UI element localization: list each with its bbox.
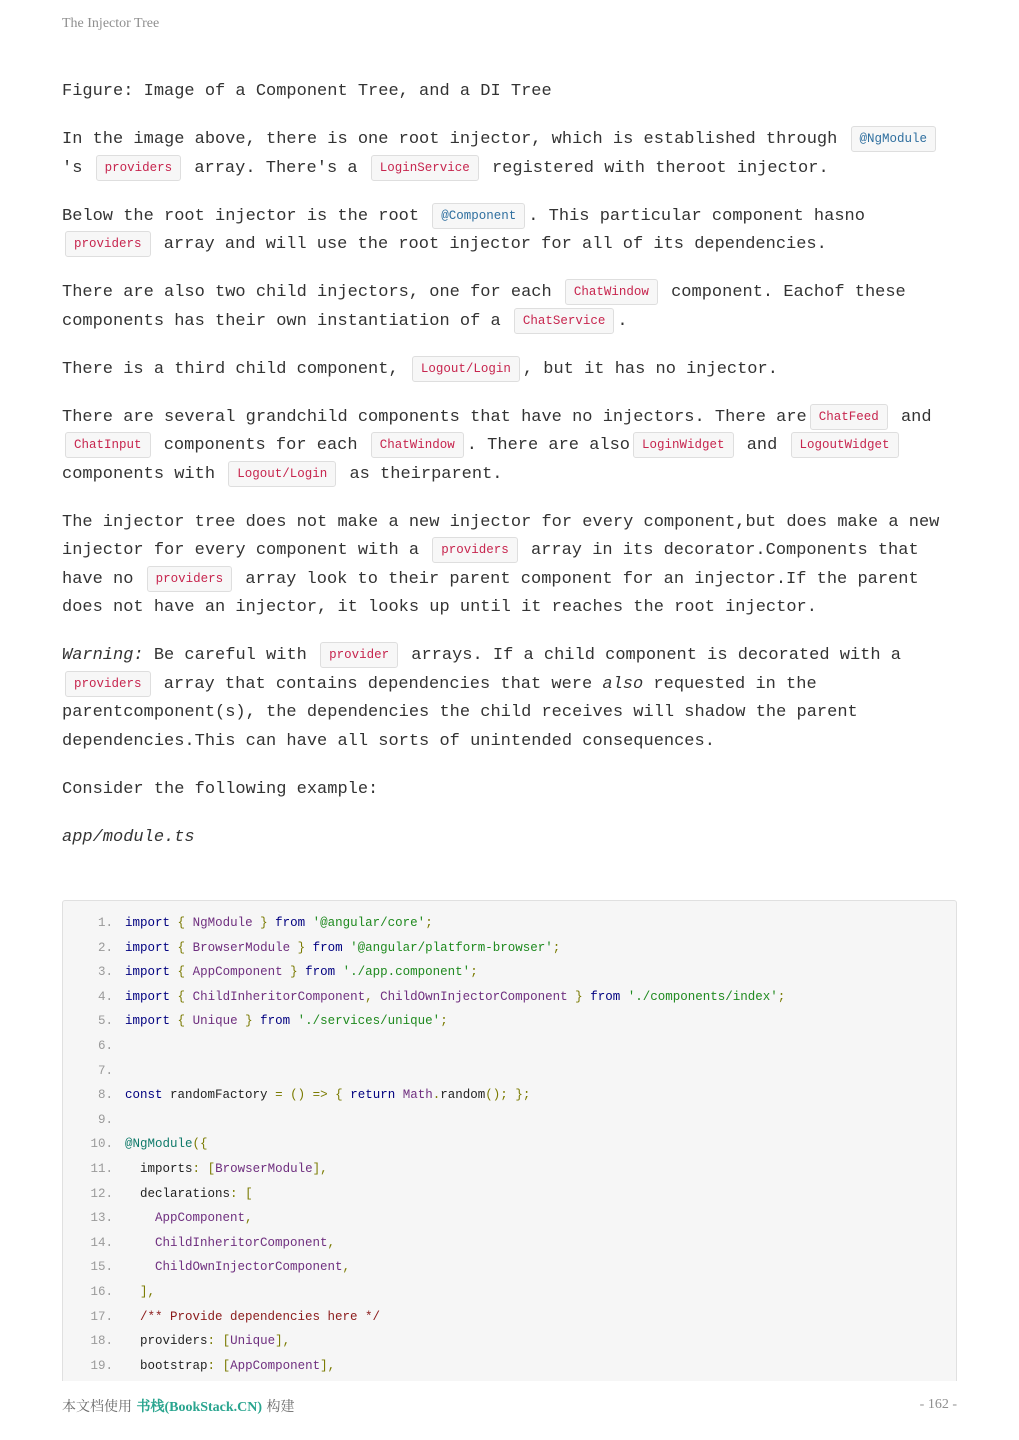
punct: } [290, 965, 298, 980]
punct: } [245, 1014, 253, 1029]
keyword: import [125, 940, 171, 955]
paragraph-warning [62, 642, 957, 756]
line-number: 18. [90, 1334, 113, 1349]
identifier: Math [402, 1088, 433, 1103]
text: The injector tree does not make a new injector for every component,but does make a new injector for every component with a [62, 512, 940, 560]
code-line [63, 1157, 956, 1182]
punct: , [342, 1260, 351, 1275]
line-number: 11. [90, 1162, 113, 1176]
paragraph-root-injector [62, 126, 957, 183]
code-line [63, 1231, 956, 1256]
keyword: import [125, 965, 171, 980]
inline-code-loginservice: LoginService [371, 155, 479, 181]
warning-label: Warning: [62, 646, 144, 665]
punct: [ [245, 1186, 253, 1201]
punct: : [192, 1162, 201, 1176]
footer-prefix: 本文档使用 [62, 1399, 132, 1415]
code-line [63, 1255, 956, 1280]
paragraph-child-injectors [62, 279, 957, 336]
text: . This particular component hasno [528, 206, 865, 226]
code-block [62, 900, 957, 1381]
text: component. Eachof these components has their own instantiation of a [62, 283, 906, 331]
text: and [900, 407, 932, 427]
paragraph-grandchildren [62, 404, 957, 490]
property: providers [140, 1334, 208, 1349]
decorator: @NgModule [125, 1137, 193, 1152]
keyword: from [275, 916, 306, 930]
identifier: AppComponent [155, 1211, 246, 1226]
code-line [63, 1132, 956, 1157]
line-number: 8. [97, 1088, 113, 1103]
code-line [63, 1354, 956, 1379]
code-line [63, 1108, 956, 1133]
identifier: ChildOwnInjectorComponent [155, 1260, 343, 1275]
line-number: 4. [97, 989, 113, 1004]
inline-code-chatwindow: ChatWindow [371, 432, 464, 458]
punct: ], [320, 1358, 336, 1373]
identifier: ChildOwnInjectorComponent [380, 989, 568, 1004]
text: array and will use the root injector for all of its dependencies. [163, 235, 827, 254]
text: array. There's a [194, 158, 358, 178]
inline-code-providers: providers [147, 566, 233, 592]
punct: { [177, 1014, 186, 1029]
punct: { [335, 1088, 343, 1103]
punct: } [260, 916, 268, 930]
text: , but it has no injector. [522, 359, 778, 379]
line-number: 3. [97, 965, 113, 980]
code-line [63, 1305, 956, 1330]
identifier: random [440, 1088, 486, 1103]
string: '@angular/core' [312, 916, 426, 930]
code-line [63, 1329, 956, 1354]
code-line [63, 1034, 956, 1059]
text: components for each [163, 436, 358, 455]
footer-bookstack-link[interactable]: 书栈(BookStack.CN) [136, 1400, 263, 1415]
code-line [63, 1206, 956, 1231]
text: components with [62, 464, 216, 484]
code-line [63, 1009, 956, 1034]
punct: () [290, 1088, 306, 1103]
keyword: from [305, 965, 336, 980]
text: Be careful with [153, 646, 307, 665]
text: . [617, 311, 628, 331]
punct: } [297, 940, 306, 955]
identifier: ChildInheritorComponent [155, 1235, 328, 1250]
text: array look to their parent component for an injector.If the parent does not have an injector, it looks up until it reaches the root injector. [62, 569, 919, 617]
punct: ; [440, 1014, 448, 1029]
punct: [ [207, 1162, 216, 1176]
keyword: from [312, 940, 343, 955]
punct: { [177, 965, 186, 980]
inline-code-chatfeed: ChatFeed [810, 404, 888, 430]
footer-credit [62, 1396, 295, 1416]
text: There are also two child injectors, one for each [62, 283, 552, 302]
keyword: import [125, 1014, 171, 1029]
line-number: 5. [97, 1014, 113, 1029]
text: registered with theroot injector. [491, 158, 829, 178]
identifier: NgModule [192, 916, 253, 930]
punct: ], [275, 1334, 291, 1349]
punct: { [177, 916, 186, 930]
text: array that contains dependencies that were [163, 674, 593, 694]
inline-code-chatinput: ChatInput [65, 432, 151, 458]
keyword: return [350, 1088, 396, 1103]
property: imports [140, 1162, 193, 1176]
punct: , [365, 989, 373, 1004]
text: requested in the parentcomponent(s), the dependencies the child receives will shadow the parent dependencies.This can have all sorts of unintended consequences. [62, 674, 858, 751]
string: './services/unique' [297, 1014, 441, 1029]
inline-code-logout-login: Logout/Login [412, 356, 520, 382]
paragraph-injector-tree [62, 509, 957, 623]
property: bootstrap [140, 1358, 208, 1373]
text: In the image above, there is one root injector, which is established through [62, 130, 838, 149]
punct: ; [425, 916, 433, 930]
punct: : [207, 1358, 216, 1373]
file-name-label: app/module.ts [62, 827, 195, 847]
code-line [63, 936, 956, 961]
string: '@angular/platform-browser' [350, 940, 553, 955]
code-line [63, 1280, 956, 1305]
text: There is a third child component, [62, 359, 399, 379]
punct: : [230, 1186, 238, 1201]
line-number: 7. [97, 1063, 113, 1078]
line-number: 17. [90, 1309, 113, 1324]
code-line [63, 1083, 956, 1108]
document-body [62, 78, 957, 872]
keyword: from [260, 1014, 291, 1029]
line-number: 15. [90, 1260, 113, 1275]
text: array in its decorator.Components that have no [62, 541, 919, 589]
identifier: AppComponent [192, 965, 283, 980]
punct: } [575, 989, 583, 1004]
text: as theirparent. [349, 464, 503, 484]
punct: , [245, 1211, 253, 1226]
punct: ; [470, 965, 478, 980]
line-number: 19. [90, 1358, 113, 1373]
line-number: 13. [90, 1211, 113, 1226]
punct: [ [222, 1358, 231, 1373]
identifier: BrowserModule [215, 1162, 313, 1176]
punct: : [207, 1334, 216, 1349]
identifier: randomFactory [170, 1088, 268, 1103]
text: Below the root injector is the root [62, 206, 420, 226]
keyword: from [590, 989, 621, 1004]
punct: ({ [192, 1137, 208, 1152]
inline-code-logout-login: Logout/Login [228, 461, 336, 487]
punct: [ [222, 1334, 231, 1349]
punct: , [327, 1235, 336, 1250]
string: './components/index' [627, 989, 778, 1004]
punct: { [177, 940, 186, 955]
keyword: import [125, 989, 171, 1004]
punct: (); [485, 1088, 508, 1103]
figure-caption: Figure: Image of a Component Tree, and a DI Tree [62, 82, 552, 101]
identifier: BrowserModule [192, 940, 291, 955]
identifier: Unique [230, 1334, 276, 1349]
inline-code-logoutwidget: LogoutWidget [791, 432, 899, 458]
code-line [63, 985, 956, 1010]
code-line [63, 1182, 956, 1207]
code-line [63, 960, 956, 985]
running-header: The Injector Tree [62, 16, 160, 31]
code-line [63, 1059, 956, 1084]
inline-code-providers: providers [432, 537, 518, 563]
inline-code-component: @Component [432, 203, 525, 229]
line-number: 12. [90, 1186, 113, 1201]
identifier: AppComponent [230, 1358, 321, 1373]
line-number: 14. [90, 1235, 113, 1250]
code-line [63, 911, 956, 936]
text: arrays. If a child component is decorated with a [411, 646, 901, 665]
inline-code-ngmodule: @NgModule [851, 126, 937, 152]
inline-code-chatservice: ChatService [514, 308, 615, 334]
text: 's [62, 158, 83, 178]
text: There are several grandchild components that have no injectors. There are [62, 407, 807, 427]
inline-code-chatwindow: ChatWindow [565, 279, 658, 305]
punct: => [312, 1088, 328, 1103]
punct: ], [312, 1162, 328, 1176]
inline-code-providers: providers [65, 231, 151, 257]
punct: . [432, 1088, 441, 1103]
line-number: 16. [90, 1285, 113, 1299]
identifier: Unique [192, 1014, 238, 1029]
punct: { [177, 989, 186, 1004]
identifier: ChildInheritorComponent [192, 989, 366, 1004]
line-number: 2. [97, 940, 113, 955]
punct: ; [777, 989, 786, 1004]
page-number: - 162 - [919, 1397, 957, 1412]
text: and [746, 436, 778, 455]
keyword: import [125, 916, 171, 930]
punct: = [275, 1088, 283, 1103]
line-number: 10. [90, 1137, 113, 1152]
keyword: const [125, 1088, 163, 1103]
inline-code-provider: provider [320, 642, 398, 668]
line-number: 9. [97, 1112, 113, 1127]
punct: ], [140, 1285, 156, 1299]
paragraph-consider: Consider the following example: [62, 779, 379, 799]
paragraph-third-child [62, 356, 957, 385]
punct: ; [552, 940, 561, 955]
line-number: 6. [97, 1039, 113, 1053]
comment: /** Provide dependencies here */ [140, 1309, 381, 1324]
emphasis-also: also [602, 674, 644, 694]
inline-code-providers: providers [96, 155, 182, 181]
text: . There are also [466, 436, 631, 455]
property: declarations [140, 1186, 231, 1201]
inline-code-loginwidget: LoginWidget [633, 432, 734, 458]
inline-code-providers: providers [65, 671, 151, 697]
line-number: 1. [97, 916, 113, 930]
footer-suffix: 构建 [266, 1399, 295, 1415]
string: './app.component' [342, 965, 471, 980]
punct: }; [515, 1088, 531, 1103]
paragraph-root-component [62, 203, 957, 260]
